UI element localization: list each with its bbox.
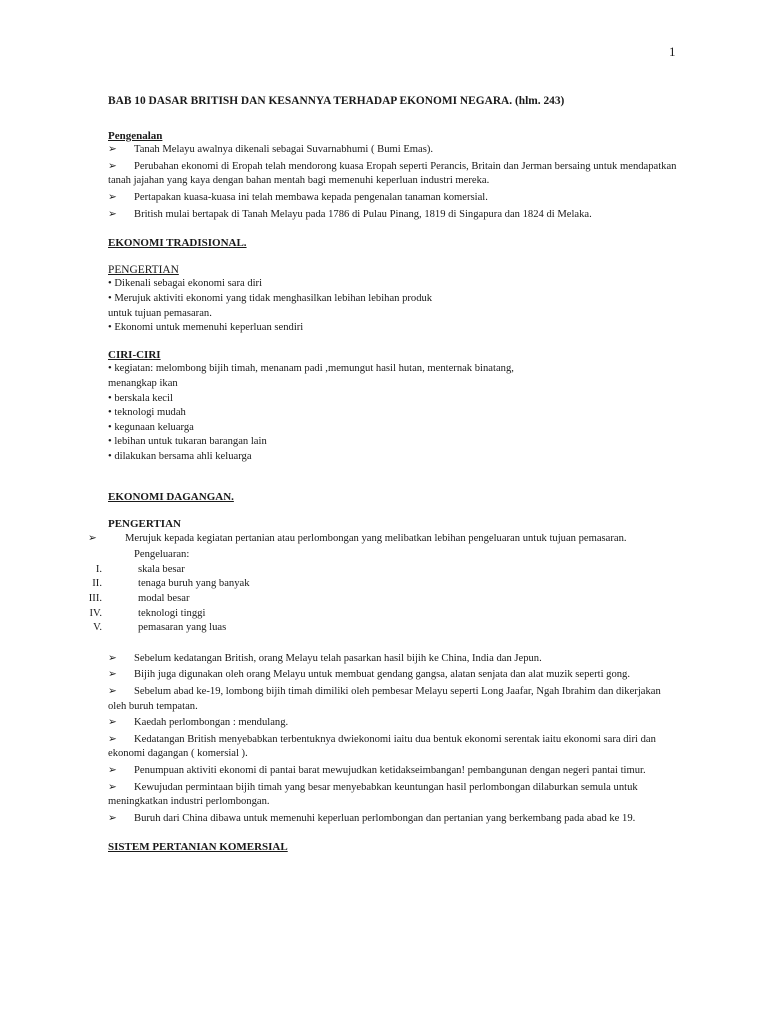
page-number: 1 [669,44,676,59]
arrow-bullet-icon: ➢ [108,160,117,172]
list-item: ➢ Sebelum kedatangan British, orang Melayu telah pasarkan hasil bijih ke China, India dan Jepun. [108,652,678,667]
list-item: ➢ Kedatangan British menyebabkan terbentuknya dwiekonomi iaitu dua bentuk ekonomi serentak iaitu ekonomi sara diri dan ekonomi dagangan ( komersial ). [108,733,656,760]
list-item: • lebihan untuk tukaran barangan lain [108,436,267,448]
list-item: ➢ Perubahan ekonomi di Eropah telah mendorong kuasa Eropah seperti Perancis, Britain dan Jerman bersaing untuk mendapatkan tanah jajahan yang kaya dengan bahan mentah bagi memenuhi keperluan industri mereka. [108,160,677,187]
ciri-ciri-list [108,362,678,464]
dagangan-pengertian-block [88,532,678,563]
dagangan-pengertian-heading: PENGERTIAN [108,518,181,531]
sistem-pertanian-heading: SISTEM PERTANIAN KOMERSIAL [108,841,288,854]
list-item: ➢ Bijih juga digunakan oleh orang Melayu untuk membuat gendang gangsa, alatan senjata dan alat muzik seperti gong. [108,668,678,683]
list-item: ➢ Buruh dari China dibawa untuk memenuhi keperluan perlombongan dan pertanian yang berkembang pada abad ke 19. [108,812,678,827]
pengeluaran-list [78,563,678,636]
list-item: IV. teknologi tinggi [89,607,206,619]
tradisional-pengertian-list [108,277,678,335]
arrow-bullet-icon: ➢ [108,733,117,745]
arrow-bullet-icon: ➢ [108,781,117,793]
ciri-ciri-heading: CIRI-CIRI [108,348,161,361]
list-item: ➢ Tanah Melayu awalnya dikenali sebagai Suvarnabhumi ( Bumi Emas). [108,143,678,158]
pengeluaran-label: Pengeluaran: [134,549,190,561]
pengenalan-heading: Pengenalan [108,129,163,142]
list-item: ➢ Penumpuan aktiviti ekonomi di pantai barat mewujudkan ketidakseimbangan! pembangunan dengan negeri pantai timur. [108,764,678,779]
list-item: ➢ Kewujudan permintaan bijih timah yang besar menyebabkan keuntungan hasil perlombongan dilaburkan semula untuk meningkatkan industri perlombongan. [108,781,638,808]
arrow-bullet-icon: ➢ [108,652,117,664]
chapter-title: BAB 10 DASAR BRITISH DAN KESANNYA TERHADAP EKONOMI NEGARA. (hlm. 243) [108,95,565,107]
arrow-bullet-icon: ➢ [108,208,117,220]
list-item: • kegunaan keluarga [108,421,194,433]
list-item: ➢ Merujuk kepada kegiatan pertanian atau perlombongan yang melibatkan lebihan pengeluaran untuk tujuan pemasaran. [88,532,678,547]
arrow-bullet-icon: ➢ [108,717,117,729]
list-item: • Merujuk aktiviti ekonomi yang tidak menghasilkan lebihan lebihan produk [108,292,433,304]
arrow-bullet-icon: ➢ [108,686,117,697]
list-item: III. modal besar [88,593,190,605]
pengenalan-list [108,143,678,222]
list-item: • teknologi mudah [108,407,186,419]
list-item: ➢ Kaedah perlombongan : mendulang. [108,716,678,731]
list-item: menangkap ikan [108,377,178,389]
list-item: ➢ Pertapakan kuasa-kuasa ini telah membawa kepada pengenalan tanaman komersial. [108,191,678,206]
list-item: • berskala kecil [108,392,173,404]
ekonomi-dagangan-heading: EKONOMI DAGANGAN. [108,491,234,504]
list-item: ➢ British mulai bertapak di Tanah Melayu pada 1786 di Pulau Pinang, 1819 di Singapura dan 1824 di Melaka. [108,208,678,223]
list-item: V. pemasaran yang luas [93,622,227,634]
list-item: I. skala besar [95,563,185,575]
list-item: II. tenaga buruh yang banyak [92,578,250,590]
arrow-bullet-icon: ➢ [108,669,117,681]
list-item: • Ekonomi untuk memenuhi keperluan sendiri [108,322,304,334]
tradisional-pengertian-heading: PENGERTIAN [108,263,179,276]
ekonomi-tradisional-heading: EKONOMI TRADISIONAL. [108,237,247,250]
list-item: untuk tujuan pemasaran. [108,307,212,319]
document-body [88,94,678,855]
arrow-bullet-icon: ➢ [108,764,117,776]
arrow-bullet-icon: ➢ [108,144,117,156]
list-item: • Dikenali sebagai ekonomi sara diri [108,278,263,290]
list-item: • kegiatan: melombong bijih timah, menanam padi ,memungut hasil hutan, menternak binatang, [108,363,514,375]
arrow-bullet-icon: ➢ [108,191,117,203]
list-item: • dilakukan bersama ahli keluarga [108,450,252,462]
dagangan-points-list [108,652,678,827]
arrow-bullet-icon: ➢ [108,812,117,824]
list-item: ➢ Sebelum abad ke-19, lombong bijih timah dimiliki oleh pembesar Melayu seperti Long Jaafar, Ngah Ibrahim dan dikerjakan oleh buruh tempatan. [108,686,661,712]
arrow-bullet-icon: ➢ [88,532,97,544]
